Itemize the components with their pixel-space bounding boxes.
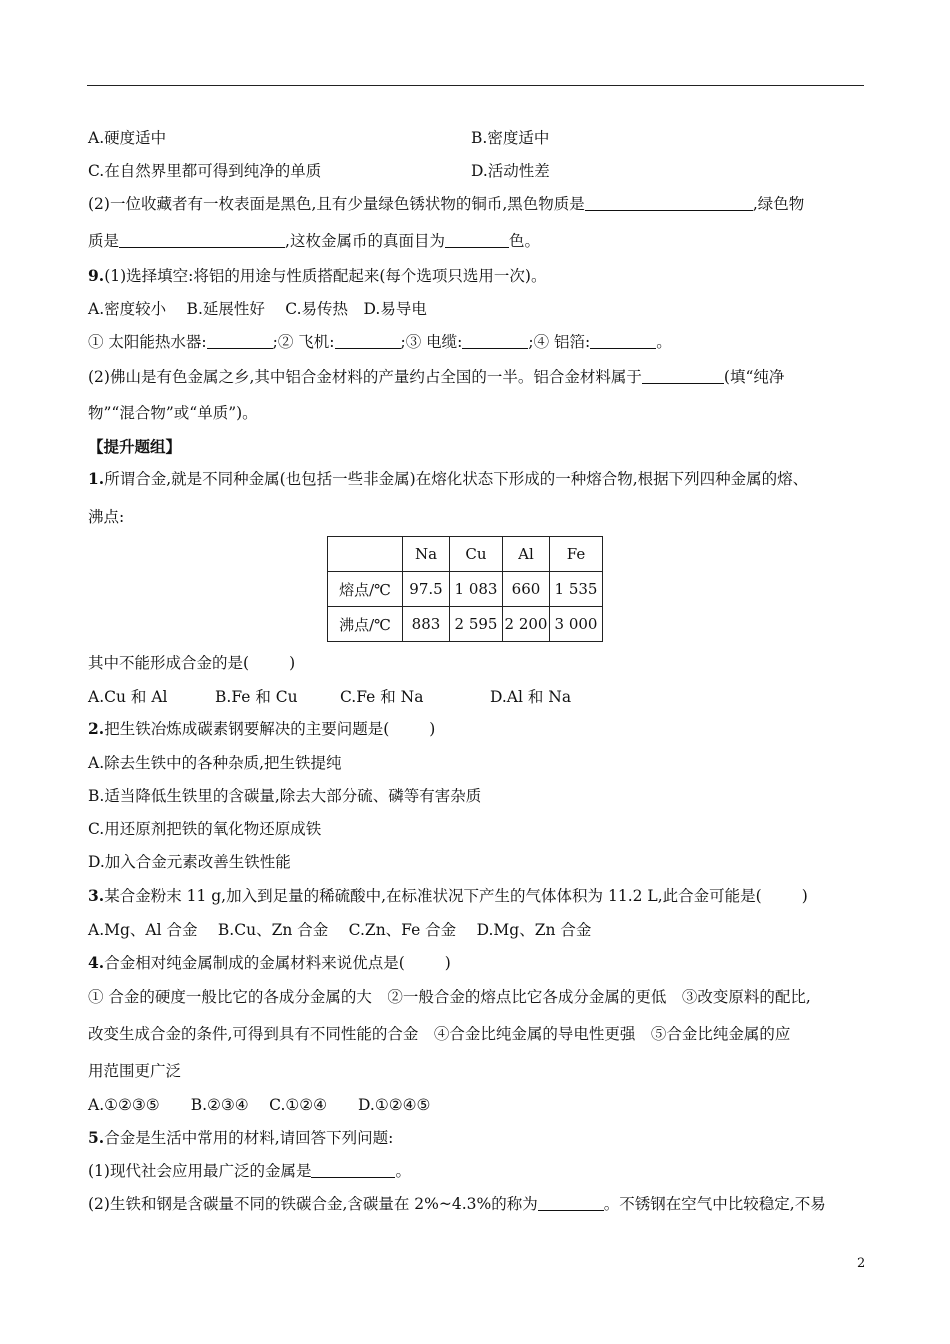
q9-part2-line2: 物”“混合物”或“单质”)。: [88, 404, 258, 422]
q1-stem-line1: 1.所谓合金,就是不同种金属(也包括一些非金属)在熔化状态下形成的一种熔合物,根据下列四种金属的熔、: [88, 469, 809, 488]
section-title: 【提升题组】: [88, 437, 182, 456]
q4-options: A.①②③⑤ B.②③④ C.①②④ D.①②④⑤: [88, 1096, 431, 1114]
table-cell: 2 200: [503, 607, 550, 642]
q3-options: A.Mg、Al 合金 B.Cu、Zn 合金 C.Zn、Fe 合金 D.Mg、Zn 合金: [88, 921, 592, 939]
q2-option-a: A.除去生铁中的各种杂质,把生铁提纯: [88, 754, 342, 772]
table-cell: Fe: [550, 537, 603, 572]
answer-blank[interactable]: [335, 333, 401, 349]
q1-option-a: A.Cu 和 Al: [88, 688, 168, 706]
q2-option-d: D.加入合金元素改善生铁性能: [88, 853, 291, 871]
q8-option-d: D.活动性差: [471, 162, 550, 180]
table-cell: 97.5: [403, 572, 450, 607]
q4-statement-line1: ① 合金的硬度一般比它的各成分金属的大 ②一般合金的熔点比它各成分金属的更低 ③改变原料的配比,: [88, 988, 811, 1006]
q1-option-b: B.Fe 和 Cu: [215, 688, 298, 706]
q5-stem: 5.合金是生活中常用的材料,请回答下列问题:: [88, 1128, 394, 1147]
answer-blank[interactable]: [538, 1195, 604, 1211]
table-cell: 883: [403, 607, 450, 642]
q4-stem: 4.合金相对纯金属制成的金属材料来说优点是( ): [88, 953, 451, 972]
q4-statement-line3: 用范围更广泛: [88, 1062, 182, 1080]
header-rule: [87, 85, 864, 86]
table-row: [328, 607, 603, 642]
table-cell: 1 083: [450, 572, 503, 607]
table-header-row: [328, 537, 603, 572]
q9-stem: 9.(1)选择填空:将铝的用途与性质搭配起来(每个选项只选用一次)。: [88, 266, 547, 285]
answer-blank[interactable]: [462, 333, 528, 349]
table-cell: 沸点/℃: [328, 607, 403, 642]
table-cell: 660: [503, 572, 550, 607]
table-cell: 2 595: [450, 607, 503, 642]
table-cell: Al: [503, 537, 550, 572]
q1-stem-line2: 沸点:: [88, 508, 125, 526]
answer-blank[interactable]: [642, 368, 724, 384]
table-cell: 3 000: [550, 607, 603, 642]
melting-boiling-table: [327, 536, 603, 642]
q8-part2-line1: (2)一位收藏者有一枚表面是黑色,且有少量绿色锈状物的铜币,黑色物质是 ,绿色物: [88, 195, 805, 213]
answer-blank[interactable]: [311, 1162, 395, 1178]
table-cell: Cu: [450, 537, 503, 572]
answer-blank[interactable]: [207, 333, 273, 349]
q9-fill-line: ① 太阳能热水器: ;② 飞机: ;③ 电缆: ;④ 铝箔: 。: [88, 333, 672, 351]
q1-option-c: C.Fe 和 Na: [340, 688, 424, 706]
answer-blank[interactable]: [119, 232, 285, 248]
q8-option-b: B.密度适中: [471, 129, 550, 147]
q5-part1: (1)现代社会应用最广泛的金属是 。: [88, 1162, 411, 1180]
answer-blank[interactable]: [445, 232, 509, 248]
page-number: 2: [857, 1256, 866, 1271]
answer-blank[interactable]: [585, 195, 753, 211]
q8-part2-line2: 质是 ,这枚金属币的真面目为 色。: [88, 232, 540, 250]
table-row: [328, 572, 603, 607]
answer-blank[interactable]: [590, 333, 656, 349]
q5-part2: (2)生铁和钢是含碳量不同的铁碳合金,含碳量在 2%~4.3%的称为 。不锈钢在空气中比较稳定,不易: [88, 1195, 826, 1213]
q8-option-c: C.在自然界里都可得到纯净的单质: [88, 162, 322, 180]
q8-option-a: A.硬度适中: [88, 129, 167, 147]
q1-question: 其中不能形成合金的是( ): [88, 654, 296, 672]
table-cell: [328, 537, 403, 572]
q3-stem: 3.某合金粉末 11 g,加入到足量的稀硫酸中,在标准状况下产生的气体体积为 11.2 L,此合金可能是( ): [88, 886, 808, 905]
q2-option-b: B.适当降低生铁里的含碳量,除去大部分硫、磷等有害杂质: [88, 787, 482, 805]
q2-option-c: C.用还原剂把铁的氧化物还原成铁: [88, 820, 322, 838]
table-cell: 1 535: [550, 572, 603, 607]
q4-statement-line2: 改变生成合金的条件,可得到具有不同性能的合金 ④合金比纯金属的导电性更强 ⑤合金比纯金属的应: [88, 1025, 791, 1043]
q1-option-d: D.Al 和 Na: [490, 688, 572, 706]
q9-options: A.密度较小 B.延展性好 C.易传热 D.易导电: [88, 300, 427, 318]
table-cell: 熔点/℃: [328, 572, 403, 607]
q2-stem: 2.把生铁冶炼成碳素钢要解决的主要问题是( ): [88, 719, 436, 738]
q9-part2-line1: (2)佛山是有色金属之乡,其中铝合金材料的产量约占全国的一半。铝合金材料属于 (填“纯净: [88, 368, 785, 386]
table-cell: Na: [403, 537, 450, 572]
